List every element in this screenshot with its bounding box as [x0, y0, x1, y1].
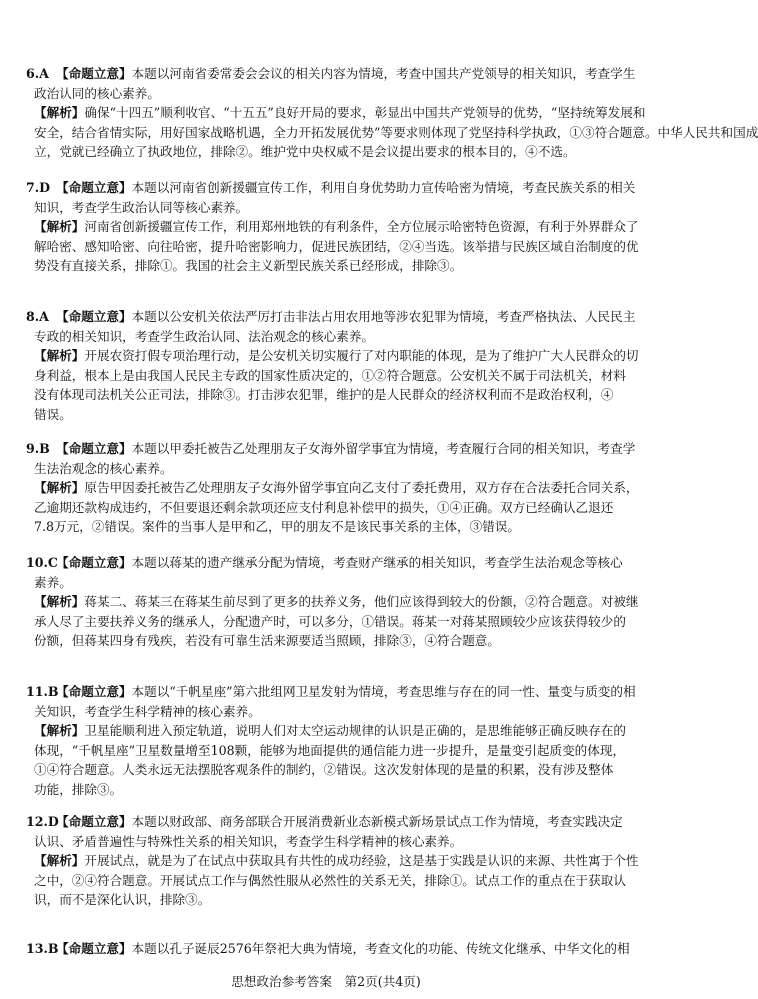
section-text: 知识，考查学生政治认同等核心素养。	[34, 199, 249, 215]
question-number: 11.B	[26, 684, 59, 699]
question-line	[34, 238, 639, 255]
section-text: 本题以公安机关依法严厉打击非法占用农用地等涉农犯罪为情境，考查严格执法、人民民主	[131, 309, 636, 324]
section-text: 政治认同的核心素养。	[34, 85, 160, 101]
question-line	[34, 480, 639, 496]
question-line	[34, 124, 758, 141]
question-number: 13.B	[26, 941, 59, 956]
section-tag: 【命题立意】	[56, 814, 132, 829]
section-text: 错误。	[34, 407, 72, 422]
section-tag: 【解析】	[34, 853, 85, 869]
question-line	[34, 594, 639, 610]
section-text: 认识、矛盾普遍性与特殊性关系的相关知识，考查学生科学精神的核心素养。	[34, 833, 463, 849]
question-line	[34, 723, 626, 739]
question-line-first	[26, 309, 636, 325]
question-line-first	[26, 441, 636, 457]
question-number: 10.C	[26, 555, 58, 570]
question-line-first	[26, 180, 636, 196]
question-line	[34, 614, 626, 630]
question-line	[34, 575, 626, 591]
section-text: 确保“十四五”顺利收官、“十五五”良好开局的要求，彰显出中国共产党领导的优势，“坚持统筹发展和	[84, 105, 646, 121]
question-line	[34, 258, 626, 274]
question-number: 12.D	[26, 814, 59, 829]
section-text: 立，党就已经确立了执政地位，排除②。维护党中央权威不是会议提出要求的根本目的，④不选。	[34, 144, 576, 160]
section-text: 开展农资打假专项治理行动，是公安机关切实履行了对内职能的体现，是为了维护广大人民群众的切	[84, 348, 639, 364]
section-tag: 【命题立意】	[56, 180, 132, 195]
question-number: 7.D	[26, 180, 51, 195]
question-line	[34, 407, 626, 423]
question-line-first	[26, 941, 630, 957]
section-text: 本题以河南省委常委会会议的相关内容为情境，考查中国共产党领导的相关知识，考查学生	[131, 66, 636, 81]
question-number: 8.A	[26, 309, 49, 324]
section-text: 势没有直接关系，排除①。我国的社会主义新型民族关系已经形成，排除③。	[34, 258, 463, 274]
section-tag: 【解析】	[34, 480, 85, 496]
question-line-first	[26, 684, 636, 700]
section-text: 原告甲因委托被告乙处理朋友子女海外留学事宜向乙支付了委托费用，双方存在合法委托合同关系，	[84, 480, 639, 496]
question-line	[34, 219, 639, 235]
section-text: 身利益，根本上是由我国人民民主专政的国家性质决定的，①②符合题意。公安机关不属于司法机关，材料	[34, 367, 626, 383]
section-text: 识，而不是深化认识，排除③。	[34, 892, 211, 908]
section-tag: 【解析】	[34, 219, 85, 235]
page-footer: 思想政治参考答案 第2页(共4页)	[231, 974, 421, 989]
section-text: 安全，结合省情实际，用好国家战略机遇，全力开拓发展优势”等要求则体现了党坚持科学执政，①③符合题意。中华人民共和国成	[34, 124, 758, 140]
section-text: 素养。	[34, 574, 72, 590]
section-text: 份额，但蒋某四身有残疾，若没有可靠生活来源要适当照顾，排除③，④符合题意。	[34, 633, 500, 649]
section-tag: 【命题立意】	[56, 66, 132, 81]
section-tag: 【解析】	[34, 723, 85, 739]
question-line-first	[26, 66, 636, 82]
question-line	[34, 633, 626, 649]
section-text: 7.8万元，②错误。案件的当事人是甲和乙，甲的朋友不是该民事关系的主体，③错误。	[34, 519, 520, 535]
question-line	[34, 762, 626, 778]
question-line	[34, 348, 639, 364]
section-tag: 【解析】	[34, 348, 85, 364]
question-line	[34, 329, 626, 345]
question-line-first	[26, 814, 626, 830]
section-tag: 【命题立意】	[56, 684, 132, 699]
question-line	[34, 892, 626, 908]
section-text: 关知识，考查学生科学精神的核心素养。	[34, 703, 261, 719]
question-line	[34, 873, 626, 889]
question-line	[34, 743, 626, 759]
section-text: ①④符合题意。人类永远无法摆脱客观条件的制约，②错误。这次发射体现的是量的积累，没有涉及整体	[34, 762, 614, 778]
section-text: 本题以孔子诞辰2576年祭祀大典为情境，考查文化的功能、传统文化继承、中华文化的相	[131, 941, 630, 956]
section-text: 体现，“千帆星座”卫星数量增至108颗，能够为地面提供的通信能力进一步提升，是量变引起质变的体现，	[34, 742, 626, 758]
section-text: 卫星能顺利进入预定轨道，说明人们对太空运动规律的认识是正确的，是思维能够正确反映存在的	[84, 723, 626, 739]
question-line	[34, 461, 626, 477]
section-text: 功能，排除③。	[34, 782, 123, 797]
section-tag: 【命题立意】	[56, 309, 132, 324]
question-line	[34, 500, 626, 516]
question-line	[34, 782, 626, 798]
question-line	[34, 368, 626, 384]
question-line	[34, 105, 646, 121]
question-line	[34, 86, 626, 102]
section-text: 之中，②④符合题意。开展试点工作与偶然性服从必然性的关系无关，排除①。试点工作的重点在于获取认	[34, 872, 626, 888]
section-tag: 【命题立意】	[56, 555, 132, 570]
section-tag: 【命题立意】	[56, 441, 132, 456]
section-text: 蒋某二、蒋某三在蒋某生前尽到了更多的扶养义务，他们应该得到较大的份额，②符合题意。对被继	[84, 594, 639, 610]
section-tag: 【解析】	[34, 594, 85, 610]
section-text: 河南省创新援疆宣传工作，利用郑州地铁的有利条件，全方位展示哈密特色资源，有利于外界群众了	[84, 219, 639, 235]
question-line	[34, 144, 626, 160]
question-line	[34, 200, 626, 216]
question-line	[34, 704, 626, 720]
section-text: 承人尽了主要扶养义务的继承人，分配遗产时，可以多分，①错误。蒋某一对蒋某照顾较少应该获得较少的	[34, 613, 626, 629]
question-line-first	[26, 555, 626, 571]
section-tag: 【解析】	[34, 105, 85, 121]
section-text: 解哈密、感知哈密、向往哈密，提升哈密影响力，促进民族团结，②④当选。该举措与民族区域自治制度的优	[34, 238, 639, 254]
section-text: 生法治观念的核心素养。	[34, 460, 173, 476]
question-line	[34, 834, 626, 850]
section-text: 本题以财政部、商务部联合开展消费新业态新模式新场景试点工作为情境，考查实践决定	[131, 814, 623, 829]
question-line	[34, 387, 626, 403]
question-number: 9.B	[26, 441, 50, 456]
section-text: 没有体现司法机关公正司法，排除③。打击涉农犯罪，维护的是人民群众的经济权利而不是政治权利，④	[34, 387, 614, 403]
section-text: 乙逾期还款构成违约，不但要退还剩余款项还应支付利息补偿甲的损失，①④正确。双方已经确认乙退还	[34, 499, 614, 515]
section-text: 开展试点，就是为了在试点中获取具有共性的成功经验，这是基于实践是认识的来源、共性寓于个性	[84, 853, 639, 869]
section-text: 本题以甲委托被告乙处理朋友子女海外留学事宜为情境，考查履行合同的相关知识，考查学	[131, 441, 636, 456]
question-number: 6.A	[26, 66, 49, 81]
section-text: 本题以河南省创新援疆宣传工作，利用自身优势助力宣传哈密为情境，考查民族关系的相关	[131, 180, 636, 195]
section-text: 专政的相关知识，考查学生政治认同、法治观念的核心素养。	[34, 328, 375, 344]
section-text: 本题以“千帆星座”第六批组网卫星发射为情境，考查思维与存在的同一性、量变与质变的相	[131, 684, 636, 699]
section-tag: 【命题立意】	[56, 941, 132, 956]
question-line	[34, 519, 626, 535]
section-text: 本题以蒋某的遗产继承分配为情境，考查财产继承的相关知识，考查学生法治观念等核心	[131, 555, 623, 570]
question-line	[34, 853, 639, 869]
